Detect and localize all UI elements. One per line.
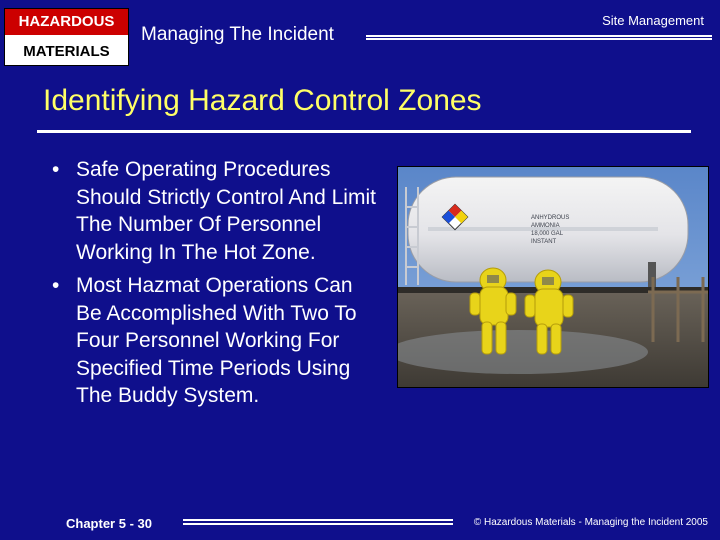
bullet-dot: • [52,274,60,297]
tank-label-line: AMMONIA [531,223,560,229]
header-divider [366,35,712,40]
bullet-list [48,156,378,416]
title-underline [37,130,691,133]
bullet-dot: • [52,158,60,181]
tank-label-line: 18,000 GAL [531,231,564,237]
tank-label-line: ANHYDROUS [531,215,570,221]
badge-top-label: HAZARDOUS [5,9,128,35]
header-title: Managing The Incident [141,24,334,45]
tank-label-line: INSTANT [531,239,557,245]
bullet-item [48,272,378,410]
footer-copyright: © Hazardous Materials - Managing the Incident 2005 [473,517,708,528]
badge-bottom-label: MATERIALS [23,43,110,60]
footer-chapter: Chapter 5 - 30 [66,516,152,531]
hazmat-badge [4,8,129,66]
photo-illustration [398,167,708,387]
bullet-text: Safe Operating Procedures Should Strictly Control And Limit The Number Of Personnel Working In The Hot Zone. [76,158,376,264]
bullet-text: Most Hazmat Operations Can Be Accomplished With Two To Four Personnel Working For Specified Time Periods Using The Buddy System. [76,274,357,407]
hazmat-responders-photo [397,166,709,388]
footer-divider [183,519,453,525]
bullet-item [48,156,378,266]
header-section-label: Site Management [602,13,704,28]
slide-title: Identifying Hazard Control Zones [43,84,482,117]
